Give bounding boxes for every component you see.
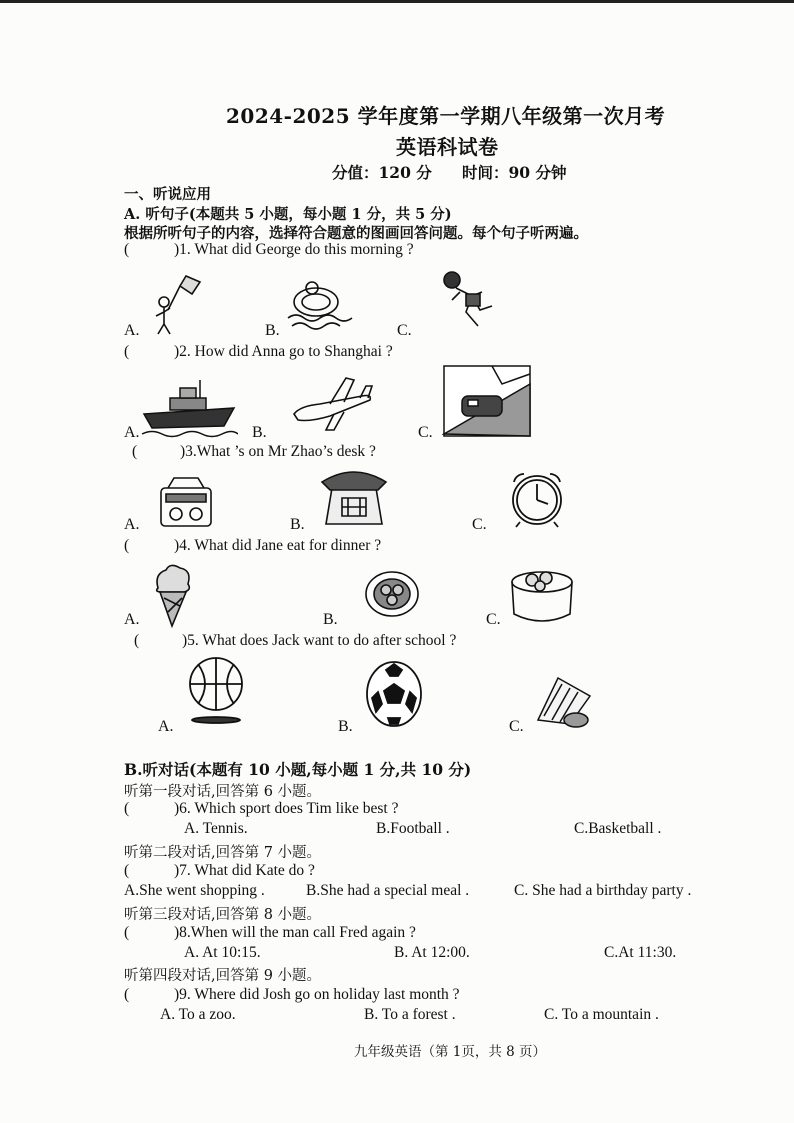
option-b[interactable]: B. At 12:00. bbox=[394, 944, 470, 961]
question-5: )5. What does Jack want to do after school ? bbox=[182, 632, 457, 649]
option-c[interactable]: C. bbox=[509, 718, 524, 735]
badminton-shuttlecock-icon bbox=[530, 672, 594, 728]
option-b[interactable]: B.Football . bbox=[376, 820, 450, 837]
dialogue-intro-2: 听第二段对话,回答第 7 小题。 bbox=[124, 845, 322, 861]
answer-bracket[interactable]: ( bbox=[124, 537, 130, 554]
part-b-title: B.听对话(本题有 10 小题,每小题 1 分,共 10 分) bbox=[124, 760, 472, 779]
section-title: 一、听说应用 bbox=[124, 186, 211, 203]
basketball-icon bbox=[186, 654, 246, 726]
telephone-icon bbox=[318, 466, 390, 530]
option-a[interactable]: A.She went shopping . bbox=[124, 882, 265, 899]
answer-bracket[interactable]: ( bbox=[124, 986, 130, 1003]
question-8: )8.When will the man call Fred again ? bbox=[174, 924, 416, 941]
answer-bracket[interactable]: ( bbox=[124, 800, 130, 817]
answer-bracket[interactable]: ( bbox=[134, 632, 140, 649]
question-7: )7. What did Kate do ? bbox=[174, 862, 315, 879]
train-icon bbox=[442, 364, 532, 438]
option-b[interactable]: B. bbox=[338, 718, 353, 735]
option-a[interactable]: A. bbox=[124, 322, 140, 339]
option-b[interactable]: B. bbox=[323, 611, 338, 628]
answer-bracket[interactable]: ( bbox=[124, 862, 130, 879]
question-3: )3.What ’s on Mr Zhao’s desk ? bbox=[180, 443, 376, 460]
boy-running-icon bbox=[432, 266, 504, 334]
option-b[interactable]: B. bbox=[265, 322, 280, 339]
dialogue-intro-1: 听第一段对话,回答第 6 小题。 bbox=[124, 784, 322, 800]
question-2: )2. How did Anna go to Shanghai ? bbox=[174, 343, 393, 360]
option-c[interactable]: C.Basketball . bbox=[574, 820, 662, 837]
option-c[interactable]: C. bbox=[397, 322, 412, 339]
question-4: )4. What did Jane eat for dinner ? bbox=[174, 537, 382, 554]
exam-subtitle: 英语科试卷 bbox=[396, 135, 499, 159]
dialogue-intro-4: 听第四段对话,回答第 9 小题。 bbox=[124, 968, 322, 984]
option-b[interactable]: B. bbox=[290, 516, 305, 533]
exam-score: 分值：120 分 bbox=[332, 163, 432, 182]
radio-icon bbox=[158, 474, 214, 530]
person-swimming-icon bbox=[282, 272, 354, 332]
answer-bracket[interactable]: ( bbox=[124, 241, 130, 258]
boy-flying-kite-icon bbox=[150, 272, 215, 340]
dialogue-intro-3: 听第三段对话,回答第 8 小题。 bbox=[124, 907, 322, 923]
option-a[interactable]: A. At 10:15. bbox=[184, 944, 261, 961]
exam-title: 2024-2025 学年度第一学期八年级第一次月考 bbox=[226, 104, 666, 128]
ice-cream-icon bbox=[150, 562, 196, 628]
option-a[interactable]: A. Tennis. bbox=[184, 820, 248, 837]
ship-icon bbox=[140, 378, 238, 440]
alarm-clock-icon bbox=[500, 468, 574, 528]
football-icon bbox=[364, 660, 424, 728]
part-a-title: A. 听句子(本题共 5 小题，每小题 1 分，共 5 分) bbox=[124, 206, 452, 223]
question-9: )9. Where did Josh go on holiday last month ? bbox=[174, 986, 460, 1003]
option-c[interactable]: C. To a mountain . bbox=[544, 1006, 659, 1023]
option-c[interactable]: C.At 11:30. bbox=[604, 944, 677, 961]
option-a[interactable]: A. bbox=[158, 718, 174, 735]
option-a[interactable]: A. bbox=[124, 611, 140, 628]
plane-icon bbox=[290, 374, 376, 434]
part-a-instructions: 根据所听句子的内容，选择符合题意的图画回答问题。每个句子听两遍。 bbox=[124, 225, 588, 242]
option-c[interactable]: C. bbox=[486, 611, 501, 628]
option-a[interactable]: A. To a zoo. bbox=[160, 1006, 236, 1023]
option-b[interactable]: B. To a forest . bbox=[364, 1006, 456, 1023]
question-6: )6. Which sport does Tim like best ? bbox=[174, 800, 399, 817]
steamed-buns-icon bbox=[506, 566, 578, 628]
answer-bracket[interactable]: ( bbox=[124, 924, 130, 941]
scan-top-edge bbox=[0, 0, 794, 3]
option-b[interactable]: B. bbox=[252, 424, 267, 441]
dumplings-plate-icon bbox=[362, 568, 422, 620]
question-1: )1. What did George do this morning ? bbox=[174, 241, 414, 258]
option-a[interactable]: A. bbox=[124, 516, 140, 533]
option-c[interactable]: C. bbox=[472, 516, 487, 533]
option-c[interactable]: C. bbox=[418, 424, 433, 441]
exam-time: 时间：90 分钟 bbox=[462, 163, 567, 182]
option-b[interactable]: B.She had a special meal . bbox=[306, 882, 470, 899]
answer-bracket[interactable]: ( bbox=[132, 443, 138, 460]
answer-bracket[interactable]: ( bbox=[124, 343, 130, 360]
option-a[interactable]: A. bbox=[124, 424, 140, 441]
page-footer: 九年级英语（第 1页，共 8 页） bbox=[354, 1044, 547, 1060]
option-c[interactable]: C. She had a birthday party . bbox=[514, 882, 692, 899]
